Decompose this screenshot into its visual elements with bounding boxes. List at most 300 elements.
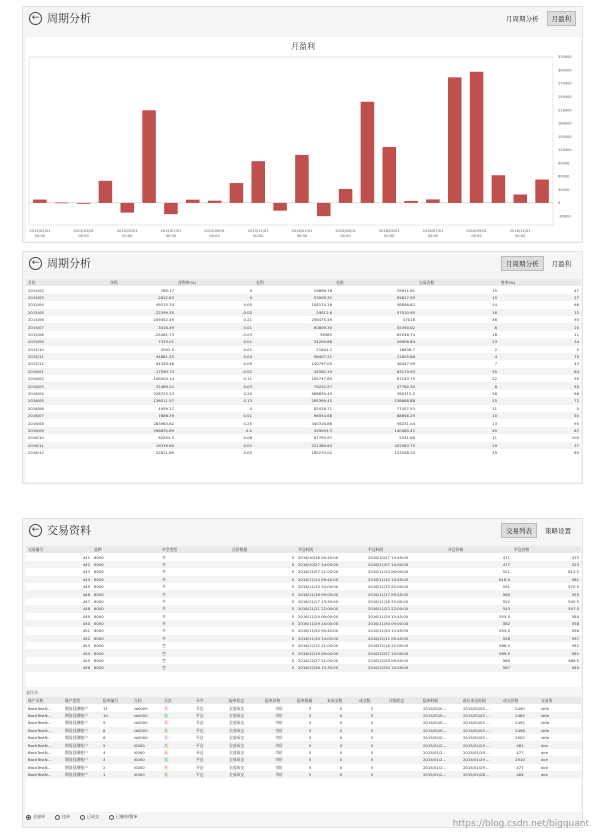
table-cell: 2 (103, 764, 106, 770)
table-cell: 5 (291, 561, 294, 567)
x-tick-label: 00:00 (34, 234, 46, 238)
table-cell: 5 (291, 635, 294, 641)
table-cell: 6000 (94, 635, 104, 641)
table-row[interactable] (26, 719, 581, 726)
table-cell: 2510 (515, 757, 525, 763)
table-cell: 0 (249, 294, 252, 300)
table-cell: 556 (502, 635, 510, 641)
column-header: 净利 (110, 280, 118, 286)
x-tick-label: 2015/07/01 (160, 229, 182, 233)
table-cell: 2016/12/28 13:30:00 (298, 665, 339, 671)
table-row[interactable] (26, 561, 581, 568)
table-cell: 448 (82, 606, 90, 612)
table-row[interactable] (26, 390, 581, 397)
table-cell: 0.25 (243, 420, 252, 426)
table-cell: 6000 (94, 658, 104, 664)
column-header: 成交价格 (503, 698, 519, 704)
table-cell: 589.5 (499, 650, 510, 656)
y-tick-label: 330000 (558, 55, 572, 60)
table-cell: rb0000 (134, 712, 148, 718)
table-cell: 58898.82 (396, 302, 415, 308)
table-cell: 6000 (94, 554, 104, 560)
table-cell: 市价 (275, 712, 283, 718)
table-cell: 449 (82, 613, 90, 619)
table-cell: 多 (162, 569, 166, 575)
table-cell: 6000 (94, 584, 104, 590)
table-row[interactable] (26, 771, 581, 778)
table-cell: 2016/04 (28, 391, 44, 397)
table-cell: 0 (339, 772, 343, 778)
table-cell: 2015/05 (28, 309, 44, 315)
table-cell: 597 (571, 635, 579, 641)
table-cell: 期货回测账户 (65, 772, 88, 778)
y-tick-label: 270000 (558, 81, 572, 86)
table-cell: 47 (574, 287, 579, 293)
table-cell: 62046.74 (396, 331, 415, 337)
table-cell: 87 (574, 428, 579, 433)
table-cell: 473 (571, 554, 579, 560)
table-cell: 35 (492, 368, 497, 374)
radio-icon[interactable] (109, 815, 114, 820)
back-arrow-icon[interactable]: ← (29, 12, 42, 25)
table-cell: 5 (370, 772, 374, 778)
table-cell: 2016/10 (28, 435, 44, 441)
x-tick-label: 00:00 (340, 234, 351, 238)
table-row[interactable] (26, 741, 581, 748)
table-cell: i0000 (134, 772, 145, 778)
table-cell: 期货回测账户 (65, 757, 88, 763)
y-tick-label: 300000 (558, 68, 572, 73)
table-cell: -0.02 (242, 368, 252, 374)
table-cell (387, 741, 421, 748)
table-cell: 13 (492, 339, 497, 345)
radio-icon[interactable] (55, 815, 60, 820)
table-cell: 12 (574, 309, 579, 315)
filter-label: 已成交 (87, 814, 99, 819)
table-row[interactable] (26, 382, 581, 389)
table-cell: 2016/11/15 13:45:00 (368, 576, 409, 582)
table-cell: 552 (502, 598, 510, 604)
bar (164, 203, 178, 214)
back-arrow-icon[interactable]: ← (29, 524, 42, 537)
tab-monthly-profit[interactable]: 月盈利 (551, 259, 571, 268)
table-cell: 7 (494, 361, 497, 367)
table-cell: 95 (574, 420, 579, 426)
table-row[interactable] (26, 368, 581, 375)
table-cell: 452 (82, 635, 90, 641)
table-cell: 2016/12/30 14:59:00 (368, 665, 409, 671)
filter-option[interactable] (26, 814, 45, 820)
table-cell: 562 (571, 650, 579, 656)
table-cell: 空 (162, 665, 166, 671)
table-cell: 2016/11/29 14:00:00 (298, 621, 339, 627)
table-cell: 市价 (275, 705, 283, 711)
x-tick-label: 2016/11/01 (509, 229, 531, 233)
table-cell: 108174.16 (311, 302, 332, 308)
panel-header (23, 519, 582, 541)
radio-icon[interactable] (26, 815, 31, 820)
table-cell: 5 (370, 757, 374, 763)
column-header: 账户名称 (28, 698, 44, 704)
table-cell: 5 (291, 613, 294, 619)
table-cell: 2015/02/0... (423, 727, 447, 733)
bar (535, 180, 549, 203)
column-header: 毛损 (336, 280, 344, 286)
table-row[interactable] (26, 397, 581, 404)
table-cell: 2016/11/07 14:00:00 (368, 561, 409, 567)
table-cell: 2016/12/28 09:45:00 (368, 658, 409, 664)
table-cell: 202083.75 (394, 442, 415, 448)
bar (470, 72, 484, 203)
table-cell: 52811.69 (155, 450, 174, 456)
table-row[interactable] (26, 664, 581, 671)
table-row[interactable] (26, 316, 581, 323)
x-tick-label: 2016/07/01 (422, 229, 444, 233)
table-cell: 75 (574, 354, 579, 360)
table-cell: 283983.82 (153, 420, 174, 426)
table-cell: 56407.21 (313, 354, 332, 360)
table-cell: 2016/11/16 09:00:00 (298, 591, 339, 597)
table-cell: 586.5 (499, 643, 510, 649)
column-header: 多空类型 (162, 547, 178, 553)
table-row[interactable] (26, 309, 581, 316)
table-row[interactable] (26, 649, 581, 656)
table-cell: 450 (82, 621, 90, 627)
table-cell: 2015/03 (28, 294, 44, 300)
table-row[interactable] (26, 642, 581, 649)
table-cell (387, 704, 421, 711)
table-row[interactable] (26, 727, 581, 734)
y-tick-label: 240000 (558, 94, 572, 99)
table-cell: 67793.97 (313, 435, 332, 441)
table-cell: 3 (103, 757, 106, 763)
table-cell: 4 (494, 354, 497, 360)
filter-option[interactable] (109, 814, 137, 820)
filter-option[interactable] (55, 814, 70, 820)
table-cell: 8 (103, 727, 106, 733)
table-cell: 453 (82, 643, 90, 649)
table-row[interactable] (26, 756, 581, 763)
table-cell: 市价 (275, 749, 283, 755)
table-cell: 55390.82 (396, 324, 415, 330)
column-header: 买卖 (164, 698, 172, 704)
table-cell: 34011.6 (316, 309, 332, 315)
table-cell: 2016/12/19 09:00:00 (298, 650, 339, 656)
table-row[interactable] (26, 353, 581, 360)
tab-trade-list[interactable]: 交易列表 (501, 523, 537, 538)
back-arrow-icon[interactable]: ← (29, 257, 42, 270)
table-cell: 全部成交 (229, 742, 245, 748)
table-row[interactable] (26, 301, 581, 308)
column-header: 报单价格 (265, 698, 281, 704)
table-cell: 买 (164, 720, 168, 726)
table-cell: 6000 (94, 650, 104, 656)
table-row[interactable] (26, 576, 581, 583)
table-cell: -22399.35 (154, 309, 174, 315)
table-cell: 0.02 (243, 442, 252, 448)
table-cell: 多 (162, 554, 166, 560)
table-cell: 5 (291, 628, 294, 634)
table-row[interactable] (26, 605, 581, 612)
table-cell: 全部成交 (229, 749, 245, 755)
table-row[interactable] (26, 590, 581, 597)
table-cell: 57010.95 (396, 309, 415, 315)
filter-label: 挂单 (62, 814, 70, 819)
bar (251, 161, 265, 203)
table-cell: 47018 (402, 317, 415, 323)
table-cell (387, 771, 421, 778)
table-row[interactable] (26, 412, 581, 419)
table-cell: 5002.5 (160, 346, 174, 352)
bar (33, 200, 47, 203)
panel-trade-data (22, 518, 583, 828)
table-cell: 442 (82, 561, 90, 567)
table-cell: 34 (574, 339, 579, 345)
table-row[interactable] (26, 598, 581, 605)
table-cell: 140797.05 (311, 361, 332, 367)
table-cell: 53009.32 (313, 294, 332, 300)
x-tick-label: 00:00 (209, 234, 220, 238)
table-cell: 卖 (164, 712, 168, 718)
chart-title: 月盈利 (291, 42, 315, 51)
x-tick-label: 00:00 (296, 234, 308, 238)
table-cell: 多 (162, 621, 166, 627)
table-row[interactable] (26, 375, 581, 382)
table-cell: 0.11 (243, 376, 252, 382)
table-cell: 0.09 (243, 361, 252, 367)
table-cell: 2016/01 (28, 368, 44, 374)
table-cell: 484 (516, 772, 524, 778)
bar (317, 203, 331, 216)
table-cell: 582 (571, 643, 579, 649)
table-cell: 5 (291, 584, 294, 590)
table-cell: 0.06 (243, 435, 252, 441)
table-cell: 2015/01/29 ... (463, 764, 490, 770)
table-cell: 555.5 (499, 613, 510, 619)
table-row[interactable] (26, 442, 581, 449)
table-cell: 市价 (275, 764, 283, 770)
table-cell: 588839.43 (311, 391, 332, 397)
table-cell: 3 (370, 712, 374, 718)
table-cell: dce (541, 764, 548, 770)
table-cell: 0.21 (243, 317, 252, 323)
x-tick-label: 00:00 (515, 234, 526, 238)
table-cell: 2016/11 (28, 442, 44, 448)
table-cell: 空 (162, 650, 166, 656)
table-cell: 21641.2 (316, 346, 332, 352)
table-row[interactable] (26, 712, 581, 719)
table-row[interactable] (26, 627, 581, 634)
table-cell: BackTestN... (28, 720, 52, 726)
bar (339, 189, 353, 203)
table-row[interactable] (26, 635, 581, 642)
table-cell: 3 (308, 735, 312, 741)
table-cell: 市价 (275, 757, 283, 763)
table-cell: 340316.86 (311, 420, 332, 426)
table-row[interactable] (26, 286, 581, 293)
table-row[interactable] (26, 323, 581, 330)
trade-list-table (26, 546, 581, 672)
table-cell: 6000 (94, 643, 104, 649)
table-cell: 0 (576, 346, 579, 352)
tab-strategy-settings[interactable]: 策略设置 (545, 526, 571, 535)
table-cell: 买 (164, 705, 168, 711)
table-cell: 3 (308, 712, 312, 718)
table-cell: BackTestN... (28, 735, 52, 741)
table-row[interactable] (26, 405, 581, 412)
table-cell: rb0000 (134, 735, 148, 741)
column-header: 月份 (28, 280, 36, 286)
table-cell: BackTestN... (28, 705, 52, 711)
table-cell: 3418.49 (158, 324, 174, 330)
table-cell: 2015/09 (28, 339, 44, 345)
tab-monthly-profit[interactable]: 月盈利 (547, 11, 577, 26)
table-cell: 2016/12/12 09:45:00 (368, 635, 409, 641)
radio-icon[interactable] (80, 815, 85, 820)
table-row[interactable] (26, 657, 581, 664)
table-cell: 2016/10/27 13:45:00 (368, 554, 409, 560)
table-cell: 47782.35 (396, 383, 415, 389)
table-cell: 0 (339, 727, 343, 733)
table-cell: 5 (370, 749, 374, 755)
table-cell: 6000 (94, 621, 104, 627)
table-cell: 455 (82, 658, 90, 664)
bar (208, 201, 222, 203)
table-cell: 2502 (515, 735, 525, 741)
filter-option[interactable] (80, 814, 99, 820)
tab-monthly-period[interactable]: 月周期分析 (501, 256, 544, 271)
table-cell: 多 (162, 635, 166, 641)
tab-monthly-period[interactable]: 月周期分析 (506, 14, 539, 23)
table-cell: 6000 (94, 598, 104, 604)
table-cell: shfe (541, 727, 550, 733)
table-cell: 0 (339, 764, 343, 770)
table-row[interactable] (26, 613, 581, 620)
table-cell: 全部成交 (229, 764, 245, 770)
table-cell: 11 (492, 435, 497, 441)
table-cell (387, 719, 421, 726)
panel-monthly-profit (22, 6, 583, 243)
table-cell: 451 (82, 628, 90, 634)
table-cell: 0 (249, 287, 252, 293)
table-cell: 期货回测账户 (65, 720, 88, 726)
table-row[interactable] (26, 294, 581, 301)
table-cell: 2016/12/12 21:00:00 (298, 643, 339, 649)
column-header: 开仓价格 (448, 547, 464, 553)
table-cell: 2016/11/14 09:00:00 (368, 569, 409, 575)
table-cell: dce (541, 772, 548, 778)
table-cell: 开仓 (196, 764, 204, 770)
table-cell: 108504.14 (153, 376, 174, 382)
table-row[interactable] (26, 620, 581, 627)
table-cell: 2016/10/27 14:00:00 (298, 561, 339, 567)
table-cell: 2015/04 (28, 302, 44, 308)
table-cell: 6000 (94, 591, 104, 597)
chart-area (26, 37, 581, 241)
table-cell: 11 (492, 405, 497, 411)
table-cell: 5241.68 (399, 435, 415, 441)
table-cell: 6000 (94, 628, 104, 634)
table-row[interactable] (26, 568, 581, 575)
table-cell: 多 (162, 606, 166, 612)
table-row[interactable] (26, 734, 581, 741)
table-cell: -2812.83 (156, 294, 174, 300)
x-tick-label: 00:00 (165, 234, 177, 238)
table-cell: 0.20 (243, 391, 252, 397)
bar (99, 181, 113, 203)
table-cell: 2016/11/21 22:00:00 (298, 606, 339, 612)
table-cell: 多 (162, 613, 166, 619)
table-cell: 期货回测账户 (65, 727, 88, 733)
table-cell: 477 (502, 561, 510, 567)
table-cell: i0000 (134, 757, 145, 763)
table-cell: i0000 (134, 764, 145, 770)
table-cell: 全部成交 (229, 712, 245, 718)
table-row[interactable] (26, 749, 581, 756)
table-cell: 平仓 (196, 757, 204, 763)
x-tick-label: 2016/05/01 (378, 229, 400, 233)
table-cell: 6000 (94, 606, 104, 612)
table-row[interactable] (26, 583, 581, 590)
table-cell: 9 (103, 720, 106, 726)
table-row[interactable] (26, 553, 581, 560)
table-row[interactable] (26, 338, 581, 345)
table-row[interactable] (26, 704, 581, 711)
table-row[interactable] (26, 449, 581, 456)
table-row[interactable] (26, 419, 581, 426)
table-cell: 616.5 (499, 576, 510, 582)
table-cell: 265399.45 (311, 398, 332, 404)
table-row[interactable] (26, 346, 581, 353)
x-tick-label: 2015/05/01 (116, 229, 138, 233)
table-cell: 2485 (515, 712, 525, 718)
monthly-profit-chart (26, 37, 581, 241)
table-cell: 5 (308, 764, 312, 770)
table-cell: 18 (492, 331, 497, 337)
bar (382, 147, 396, 203)
table-cell: 2016/11/22 22:00:00 (368, 606, 409, 612)
table-row[interactable] (26, 764, 581, 771)
column-header: 报单状态 (229, 698, 245, 704)
column-header: 毛利 (256, 280, 264, 286)
table-cell: 全部成交 (229, 727, 245, 733)
table-cell: 2015/01/29 ... (463, 742, 490, 748)
table-cell: 2015/12 (28, 361, 44, 367)
table-row[interactable] (26, 427, 581, 434)
table-cell: 0.03 (243, 383, 252, 389)
table-cell: 2015/01/2... (423, 742, 447, 748)
table-cell: 8 (494, 383, 497, 389)
y-tick-label: 60000 (558, 174, 570, 179)
table-cell: 477 (516, 764, 524, 770)
table-cell: 49270.34 (155, 302, 174, 308)
table-cell: 2016/11/29 13:45:00 (368, 613, 409, 619)
column-header: 合约 (134, 698, 142, 704)
table-row[interactable] (26, 434, 581, 441)
table-cell: 540.5 (568, 598, 579, 604)
table-row[interactable] (26, 360, 581, 367)
table-cell: 88658.29 (396, 413, 415, 419)
panel-header (23, 252, 582, 274)
y-tick-label: 120000 (558, 148, 572, 153)
column-header: 点价数量 (232, 547, 248, 553)
table-cell: 6000 (94, 569, 104, 575)
table-cell: 566.5 (568, 658, 579, 664)
table-row[interactable] (26, 331, 581, 338)
bar (448, 77, 462, 203)
column-header: 报单时间 (423, 698, 439, 704)
column-header: 账户类型 (65, 698, 81, 704)
